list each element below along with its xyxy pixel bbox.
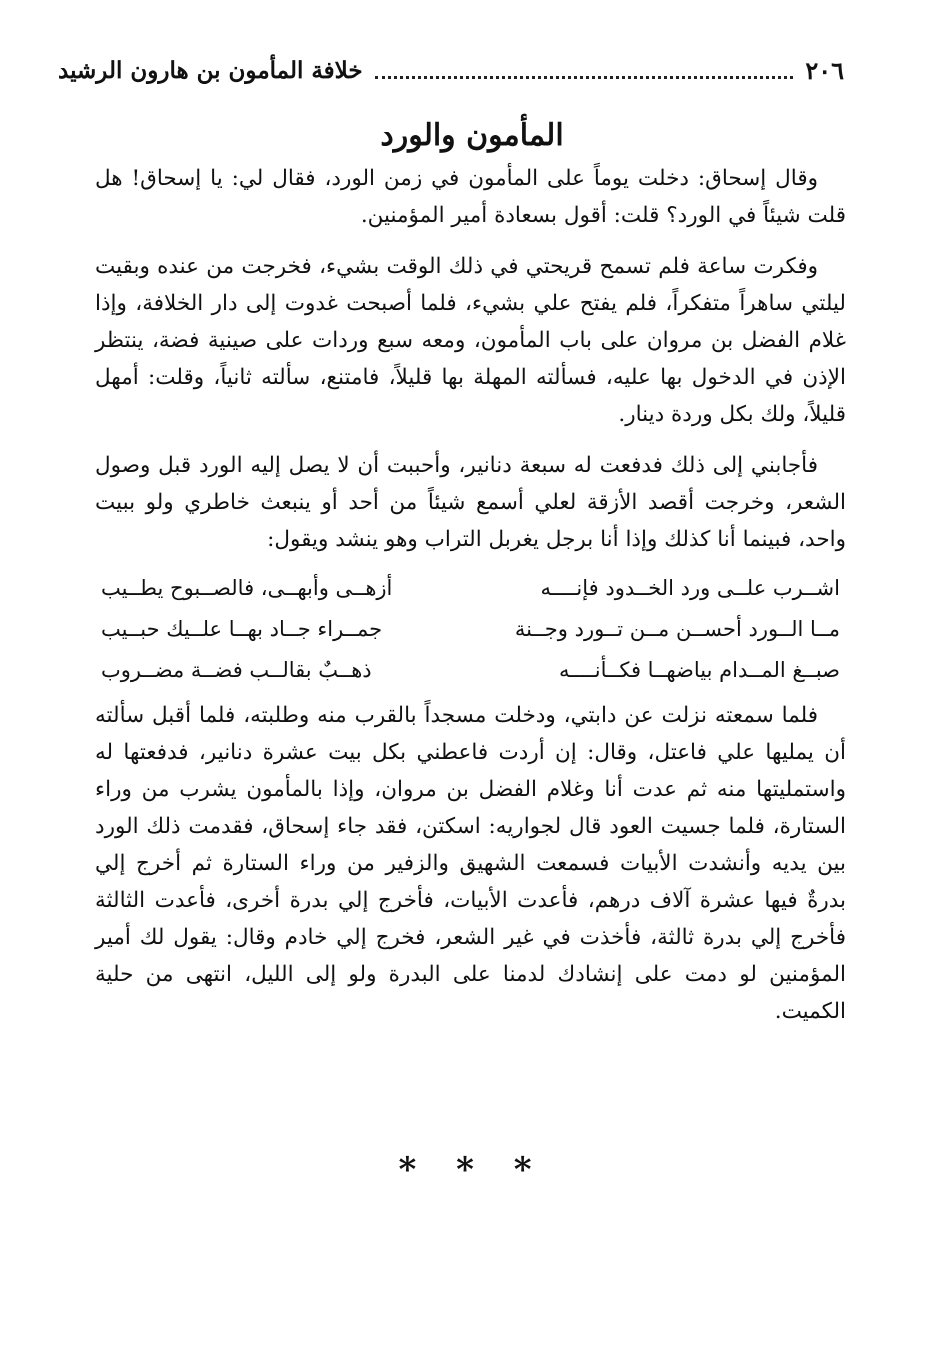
section-title: المأمون والورد bbox=[380, 118, 564, 153]
running-header-title: خلافة المأمون بن هارون الرشيد bbox=[58, 56, 363, 84]
section-separator: * * * bbox=[398, 1150, 546, 1190]
paragraph-1: وقال إسحاق: دخلت يوماً على المأمون في زمن الورد، فقال لي: يا إسحاق! هل قلت شيئاً في الورد؟ قلت: أقول بسعادة أمير المؤمنين. bbox=[95, 166, 846, 228]
paragraph-2: وفكرت ساعة فلم تسمح قريحتي في ذلك الوقت بشيء، فخرجت من عنده وبقيت ليلتي ساهراً متفكراً، فلم يفتح علي بشيء، فلما أصبحت غدوت إلى دار الخلافة، وإذا غلام الفضل بن مروان على باب المأمون، ومعه سبع وردات على صينية فضة، ينتظر الإذن في الدخول بها عليه، فسألته المهلة بها قليلاً، فامتنع، سألته ثانياً، وقلت: أمهل قليلاً، ولك بكل وردة دينار. bbox=[95, 254, 846, 427]
closing-paragraph: فلما سمعته نزلت عن دابتي، ودخلت مسجداً بالقرب منه وطلبته، فلما أقبل سألته أن يمليها علي فاعتل، وقال: إن أردت فاعطني بكل بيت عشرة دنانير، فدفعتها له واستمليتها منه ثم عدت أنا وغلام الفضل بن مروان، وإذا بالمأمون يشرب من وراء الستارة، فلما جسيت العود قال لجواريه: اسكتن، فقد جاء إسحاق، فقدمت ذلك الورد بين يديه وأنشدت الأبيات فسمعت الشهيق والزفير من وراء الستارة ثم أخرج إلي بدرةٌ فيها عشرة آلاف درهم، فأعدت الأبيات، فأخرج إلي بدرة أخرى، فأعدت الثالثة فأخرج إلي بدرة ثالثة، فأخذت في غير الشعر، فخرج إلي خادم وقال: يقول لك أمير المؤمنين لو دمت على إنشادك لدمنا على البدرة ولو إلى الليل، انتهى من حلية الكميت. bbox=[95, 703, 846, 1024]
verse-line-3 bbox=[95, 650, 846, 691]
paragraph-3: فأجابني إلى ذلك فدفعت له سبعة دنانير، وأحببت أن لا يصل إليه الورد قبل وصول الشعر، وخرجت أقصد الأزقة لعلي أسمع شيئاً من أحد أو ينبعث خاطري ولو ببيت واحد، فبينما أنا كذلك وإذا أنا برجل يغربل التراب وهو ينشد ويقول: bbox=[95, 453, 846, 552]
verse-2-first-hemistich: مــا الــورد أحســن مــن تــورد وجــنة bbox=[514, 617, 840, 641]
verse-3-first-hemistich: صبــغ المــدام بياضهــا فكــأنــــه bbox=[558, 658, 840, 682]
verse-line-2 bbox=[95, 609, 846, 650]
verse-1-second-hemistich: أزهــى وأبهــى، فالصــبوح يطــيب bbox=[101, 576, 393, 600]
verse-2-second-hemistich: جمــراء جــاد بهــا علــيك حبــيب bbox=[101, 617, 383, 641]
verse-line-1 bbox=[95, 568, 846, 609]
body-text bbox=[95, 160, 846, 1030]
header-dotted-leader bbox=[375, 62, 794, 79]
verse-1-first-hemistich: اشــرب علــى ورد الخــدود فإنــــه bbox=[540, 576, 840, 600]
page-number: ٢٠٦ bbox=[805, 55, 844, 85]
poem-verses bbox=[95, 568, 846, 691]
running-header bbox=[58, 52, 844, 88]
verse-3-second-hemistich: ذهــبٌ بقالــب فضــة مضــروب bbox=[101, 658, 372, 682]
